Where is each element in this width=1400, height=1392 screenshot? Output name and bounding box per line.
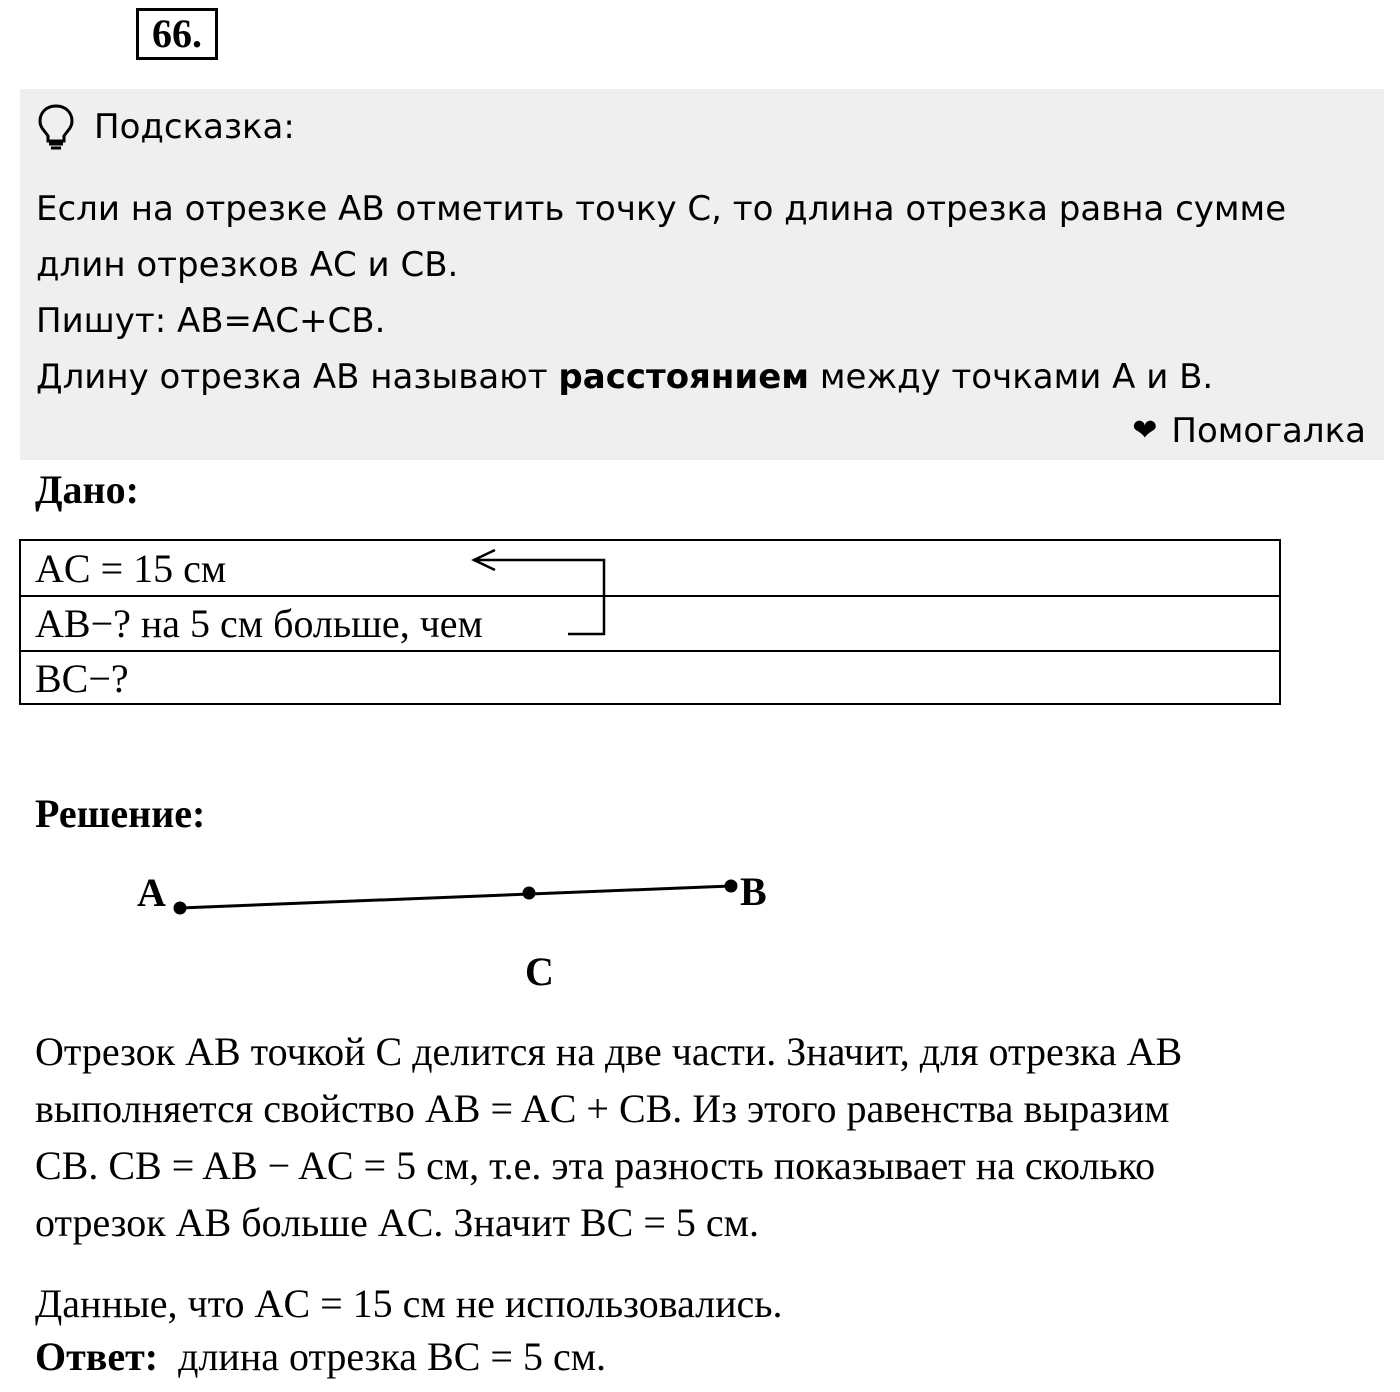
- heart-icon: ❤: [1132, 413, 1158, 448]
- hint-text: [36, 181, 1366, 405]
- given-row-1: AC = 15 см: [35, 546, 227, 591]
- given-label: Дано:: [35, 467, 139, 512]
- lightbulb-icon: [36, 103, 76, 151]
- reference-arrow: [21, 541, 1283, 707]
- hint-header: [36, 105, 295, 149]
- answer: [35, 1330, 1375, 1383]
- solution-line-3: CB. CB = AB − AC = 5 см, т.е. эта разность показывает на сколько: [35, 1143, 1156, 1188]
- hint-line-1: Если на отрезке АВ отметить точку С, то длина отрезка равна сумме: [36, 189, 1287, 229]
- brand-name: Помогалка: [1171, 411, 1366, 451]
- point-b: [725, 880, 738, 893]
- label-a: A: [137, 870, 166, 915]
- solution-line-2: выполняется свойство AB = AC + CB. Из этого равенства выразим: [35, 1086, 1170, 1131]
- given-row-3: BC−?: [35, 656, 129, 701]
- task-number: 66.: [136, 8, 218, 60]
- hint-panel: [20, 89, 1384, 460]
- unused-data-note: Данные, что AC = 15 см не использовались.: [35, 1281, 783, 1326]
- segment-diagram: [0, 860, 900, 1000]
- point-a: [174, 902, 187, 915]
- label-c: C: [525, 949, 554, 994]
- hint-brand: [1132, 409, 1366, 453]
- hint-line-4-end: между точками А и В.: [809, 357, 1214, 397]
- solution-line-1: Отрезок AB точкой C делится на две части. Значит, для отрезка AB: [35, 1029, 1183, 1074]
- segment-ab: [180, 886, 731, 908]
- solution-label: Решение:: [35, 791, 206, 836]
- given-row-2: AB−? на 5 см больше, чем: [35, 601, 483, 646]
- hint-line-4: [36, 349, 1366, 405]
- label-b: B: [740, 869, 767, 914]
- hint-line-4-start: Длину отрезка АВ называют: [36, 357, 559, 397]
- solution-line-4: отрезок AB больше AC. Значит BC = 5 см.: [35, 1200, 759, 1245]
- hint-line-2: длин отрезков АС и СВ.: [36, 245, 459, 285]
- point-c: [523, 887, 536, 900]
- hint-title: Подсказка:: [94, 107, 295, 147]
- solution-paragraph: [35, 1023, 1375, 1251]
- hint-term: расстоянием: [558, 357, 810, 397]
- given-table: [19, 539, 1281, 705]
- answer-text: длина отрезка BC = 5 см.: [158, 1334, 607, 1379]
- hint-line-3: Пишут: АВ=АС+СВ.: [36, 301, 386, 341]
- answer-label: Ответ:: [35, 1334, 159, 1379]
- notes: [35, 1277, 1375, 1383]
